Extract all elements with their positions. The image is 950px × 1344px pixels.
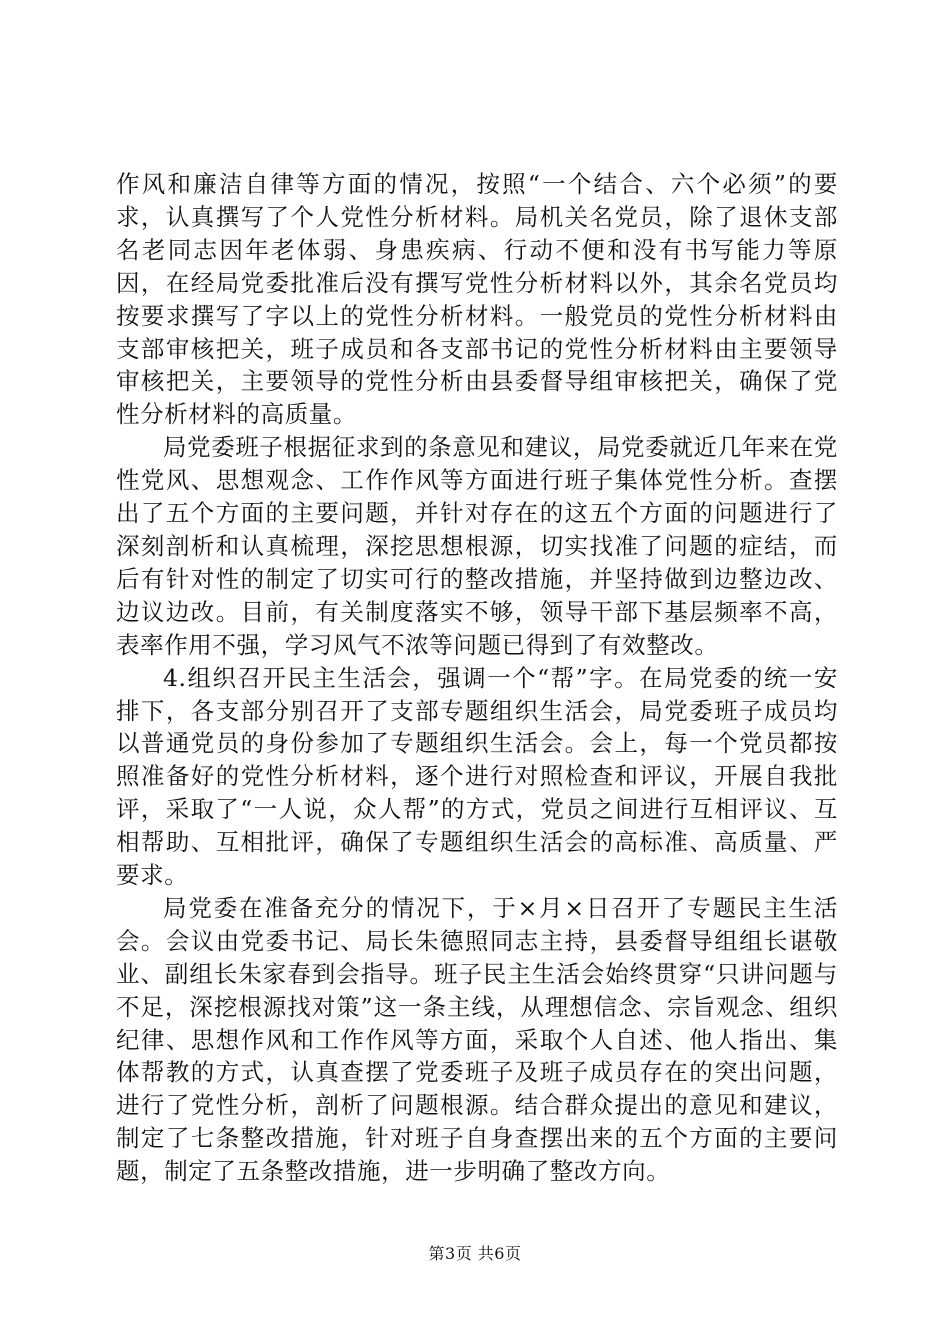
paragraph-special-meeting: 局党委在准备充分的情况下，于×月×日召开了专题民主生活会。会议由党委书记、局长朱德照同志主持，县委督导组组长谌敬业、副组长朱家春到会指导。班子民主生活会始终贯穿“只讲问题与不足，深挖根源找对策”这一条主线，从理想信念、宗旨观念、组织纪律、思想作风和工作作风等方面，采取个人自述、他人指出、集体帮教的方式，认真查摆了党委班子及班子成员存在的突出问题，进行了党性分析，剖析了问题根源。结合群众提出的意见和建议，制定了七条整改措施，针对班子自身查摆出来的五个方面的主要问题，制定了五条整改措施，进一步明确了整改方向。 [116,893,838,1186]
page-number-footer: 第3页 共6页 [428,1244,522,1263]
paragraph-party-committee-analysis: 局党委班子根据征求到的条意见和建议，局党委就近几年来在党性党风、思想观念、工作作风等方面进行班子集体党性分析。查摆出了五个方面的主要问题，并针对存在的这五个方面的问题进行了深刻剖析和认真梳理，深挖思想根源，切实找准了问题的症结，而后有针对性的制定了切实可行的整改措施，并坚持做到边整边改、边议边改。目前，有关制度落实不够，领导干部下基层频率不高，表率作用不强，学习风气不浓等问题已得到了有效整改。 [116,433,838,659]
paragraph-continuation: 作风和廉洁自律等方面的情况，按照“一个结合、六个必须”的要求，认真撰写了个人党性分析材料。局机关名党员，除了退休支部名老同志因年老体弱、身患疾病、行动不便和没有书写能力等原因，在经局党委批准后没有撰写党性分析材料以外，其余名党员均按要求撰写了字以上的党性分析材料。一般党员的党性分析材料由支部审核把关，班子成员和各支部书记的党性分析材料由主要领导审核把关，主要领导的党性分析由县委督导组审核把关，确保了党性分析材料的高质量。 [116,170,838,429]
paragraph-democratic-life-meeting: 4.组织召开民主生活会，强调一个“帮”字。在局党委的统一安排下，各支部分别召开了支部专题组织生活会，局党委班子成员均以普通党员的身份参加了专题组织生活会。会上，每一个党员都按照准备好的党性分析材料，逐个进行对照检查和评议，开展自我批评，采取了“一人说，众人帮”的方式，党员之间进行互相评议、互相帮助、互相批评，确保了专题组织生活会的高标准、高质量、严要求。 [116,663,838,890]
document-body [116,168,838,1188]
